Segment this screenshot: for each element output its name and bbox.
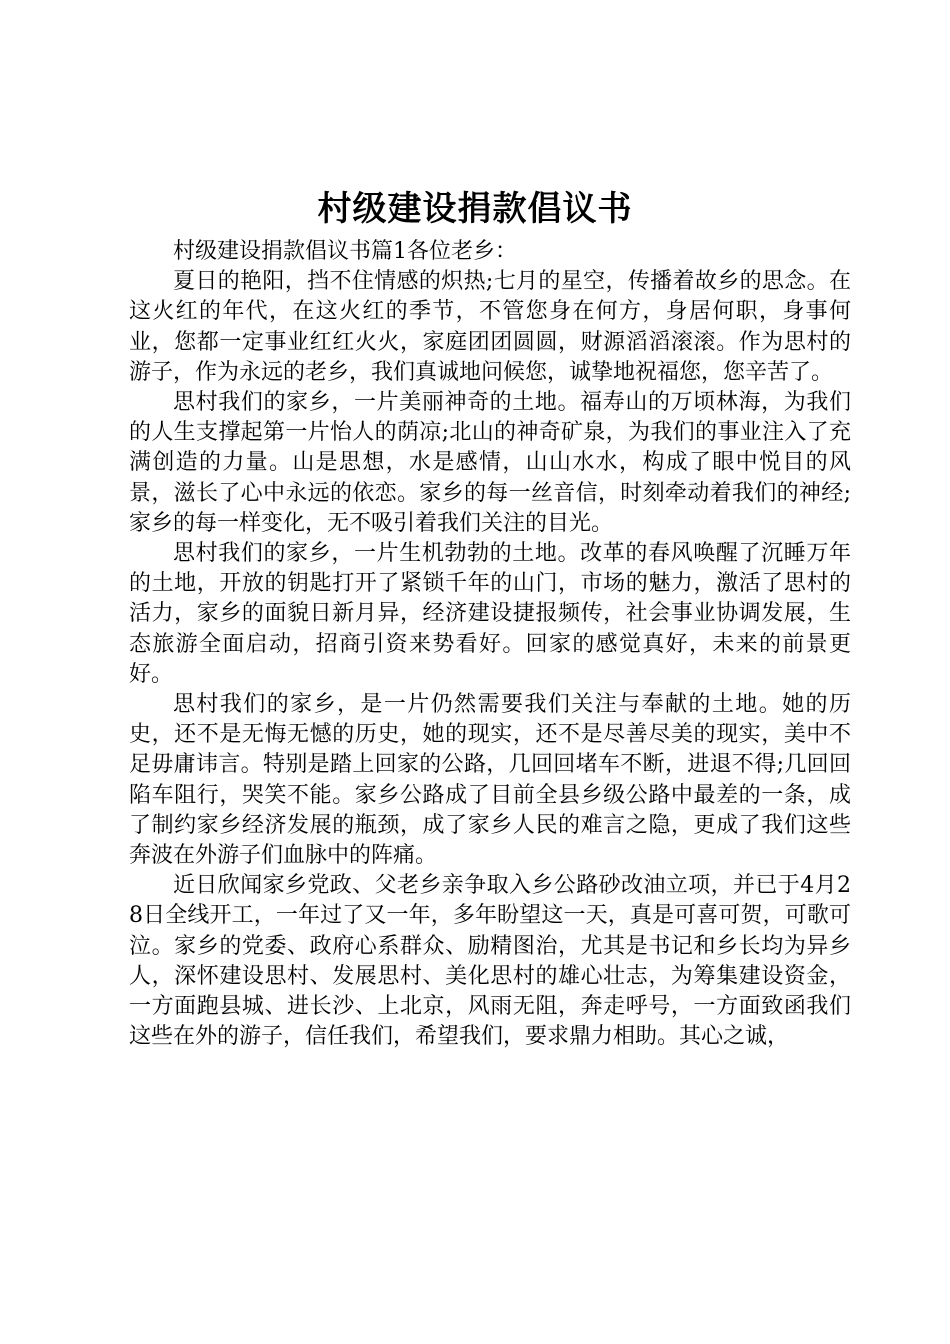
paragraph-beautiful-land: 思村我们的家乡，一片美丽神奇的土地。福寿山的万顷林海，为我们的人生支撑起第一片怡人的荫凉;北山的神奇矿泉，为我们的事业注入了充满创造的力量。山是思想，水是感情，山山水水，构成了眼中悦目的风景，滋长了心中永远的依恋。家乡的每一丝音信，时刻牵动着我们的神经;家乡的每一样变化，无不吸引着我们关注的目光。	[129, 390, 851, 536]
paragraph-greeting: 夏日的艳阳，挡不住情感的炽热;七月的星空，传播着故乡的思念。在这火红的年代，在这火红的季节，不管您身在何方，身居何职，身事何业，您都一定事业红红火火，家庭团团圆圆，财源滔滔滚滚。作为思村的游子，作为永远的老乡，我们真诚地问候您，诚挚地祝福您，您辛苦了。	[129, 269, 851, 385]
paragraph-opening: 村级建设捐款倡议书篇1各位老乡：	[173, 239, 517, 264]
document-body	[129, 237, 851, 1052]
document-title: 村级建设捐款倡议书	[317, 189, 633, 229]
paragraph-road-project: 近日欣闻家乡党政、父老乡亲争取入乡公路砂改油立项，并已于4月28日全线开工，一年过了又一年，多年盼望这一天，真是可喜可贺，可歌可泣。家乡的党委、政府心系群众、励精图治，尤其是书记和乡长均为异乡人，深怀建设思村、发展思村、美化思村的雄心壮志，为筹集建设资金，一方面跑县城、进长沙、上北京，风雨无阻，奔走呼号，一方面致函我们这些在外的游子，信任我们，希望我们，要求鼎力相助。其心之诚，	[129, 873, 851, 1050]
paragraph-needs-attention: 思村我们的家乡，是一片仍然需要我们关注与奉献的土地。她的历史，还不是无悔无憾的历史，她的现实，还不是尽善尽美的现实，美中不足毋庸讳言。特别是踏上回家的公路，几回回堵车不断，进退不得;几回回陷车阻行，哭笑不能。家乡公路成了目前全县乡级公路中最差的一条，成了制约家乡经济发展的瓶颈，成了家乡人民的难言之隐，更成了我们这些奔波在外游子们血脉中的阵痛。	[129, 692, 851, 869]
paragraph-vibrant-land: 思村我们的家乡，一片生机勃勃的土地。改革的春风唤醒了沉睡万年的土地，开放的钥匙打开了紧锁千年的山门，市场的魅力，激活了思村的活力，家乡的面貌日新月异，经济建设捷报频传，社会事业协调发展，生态旅游全面启动，招商引资来势看好。回家的感觉真好，未来的前景更好。	[129, 541, 851, 687]
